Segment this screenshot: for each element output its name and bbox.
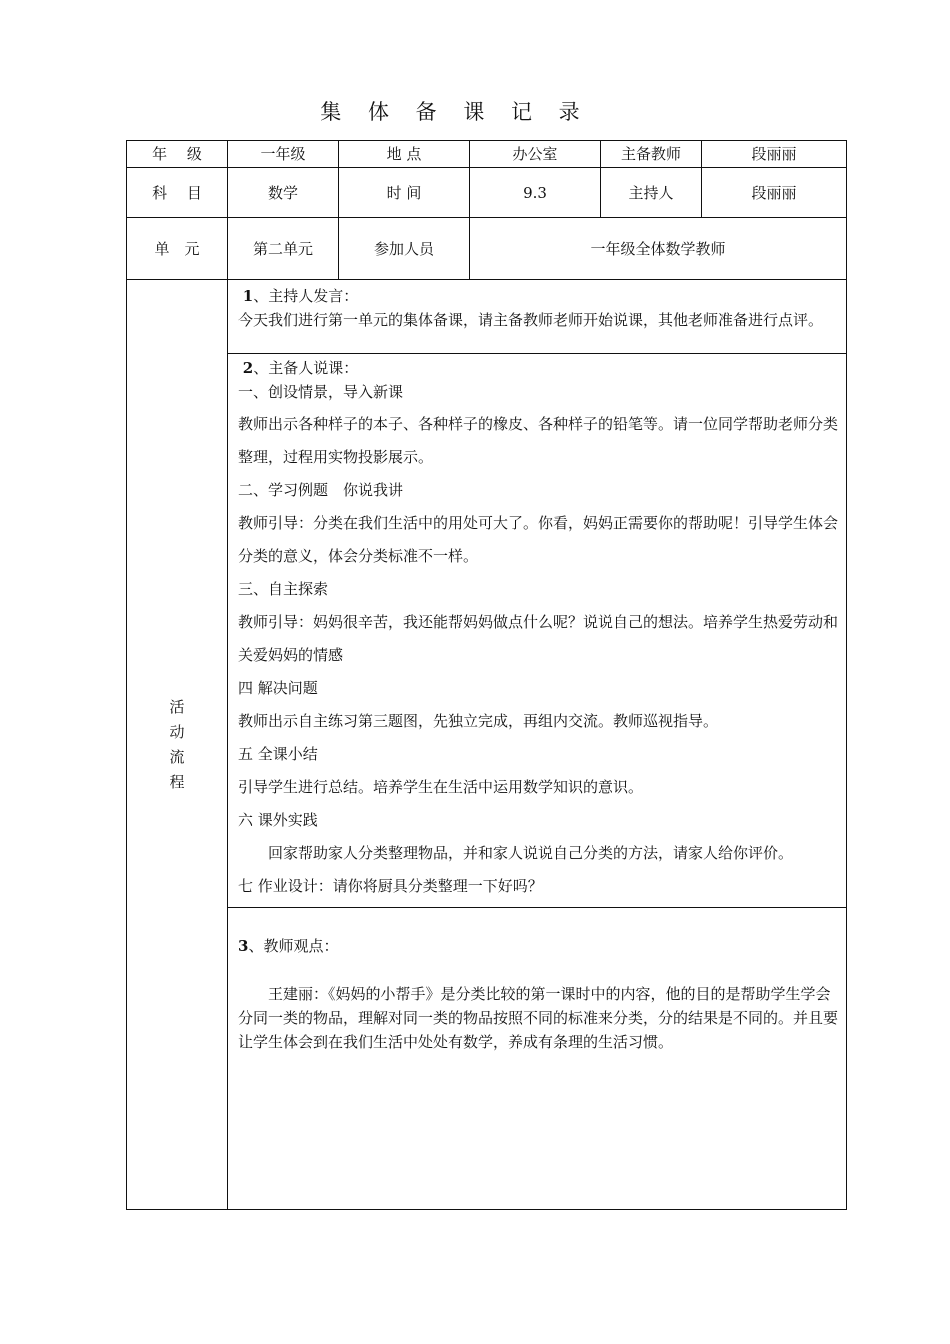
subject-value: 数学 — [228, 168, 339, 218]
lead-teacher-value: 段丽丽 — [702, 141, 847, 168]
activity-flow-label — [127, 280, 228, 1210]
unit-label: 单 元 — [127, 218, 228, 280]
step-text: 教师出示自主练习第三题图，先独立完成，再组内交流。教师巡视指导。 — [238, 712, 719, 730]
host-speech-cell — [228, 280, 847, 354]
step-text: 教师引导：妈妈很辛苦，我还能帮妈妈做点什么呢？说说自己的想法。培养学生热爱劳动和关爱妈妈的情感 — [238, 613, 839, 664]
participants-label: 参加人员 — [339, 218, 470, 280]
step-heading: 七 作业设计：请你将厨具分类整理一下好吗？ — [238, 877, 543, 895]
section-3-heading — [238, 934, 838, 958]
activity-label-char: 活 — [169, 697, 185, 716]
section-3-row — [127, 908, 847, 1210]
section-3-number: 3 — [238, 937, 249, 955]
step-heading: 三、自主探索 — [238, 580, 329, 598]
activity-label-char: 动 — [169, 722, 185, 741]
step-heading: 一、创设情景，导入新课 — [238, 383, 404, 401]
section-2-row — [127, 354, 847, 908]
host-value: 段丽丽 — [702, 168, 847, 218]
section-1-number: 1 — [242, 287, 254, 305]
place-label: 地 点 — [339, 141, 470, 168]
teacher-views-cell — [228, 908, 847, 1210]
section-1-heading — [238, 284, 838, 308]
place-value: 办公室 — [470, 141, 601, 168]
step-text: 回家帮助家人分类整理物品，并和家人说说自己分类的方法，请家人给你评价。 — [268, 844, 794, 862]
section-3-heading-text: 、教师观点： — [248, 937, 339, 955]
header-row-grade — [127, 141, 847, 168]
time-label: 时 间 — [339, 168, 470, 218]
step-text: 引导学生进行总结。培养学生在生活中运用数学知识的意识。 — [238, 778, 644, 796]
activity-label-char: 程 — [169, 772, 185, 791]
subject-label: 科 目 — [127, 168, 228, 218]
header-row-unit — [127, 218, 847, 280]
activity-label-char: 流 — [169, 747, 185, 766]
step-text: 教师引导：分类在我们生活中的用处可大了。你看，妈妈正需要你的帮助呢！引导学生体会分类的意义，体会分类标准不一样。 — [238, 514, 839, 565]
section-1-text: 今天我们进行第一单元的集体备课，请主备教师老师开始说课，其他老师准备进行点评。 — [238, 311, 824, 329]
section-3-text: 王建丽：《妈妈的小帮手》是分类比较的第一课时中的内容，他的目的是帮助学生学会分同一类的物品，理解对同一类的物品按照不同的标准来分类，分的结果是不同的。并且要让学生体会到在我们生活中处处有数学，养成有条理的生活习惯。 — [238, 985, 839, 1051]
step-heading: 四 解决问题 — [238, 679, 318, 697]
lead-presentation-cell — [228, 354, 847, 908]
page-title: 集 体 备 课 记 录 — [320, 100, 590, 124]
time-value: 9.3 — [470, 168, 601, 218]
step-text: 教师出示各种样子的本子、各种样子的橡皮、各种样子的铅笔等。请一位同学帮助老师分类整理，过程用实物投影展示。 — [238, 415, 839, 466]
header-row-subject — [127, 168, 847, 218]
lesson-record-table — [126, 140, 847, 1210]
section-1-heading-text: 、主持人发言： — [253, 287, 359, 305]
section-2-number: 2 — [242, 359, 254, 377]
step-heading: 二、学习例题 你说我讲 — [238, 481, 404, 499]
section-1-row — [127, 280, 847, 354]
host-label: 主持人 — [601, 168, 702, 218]
grade-value: 一年级 — [228, 141, 339, 168]
section-2-heading-text: 、主备人说课： — [253, 359, 359, 377]
lead-teacher-label: 主备教师 — [601, 141, 702, 168]
step-heading: 六 课外实践 — [238, 811, 318, 829]
grade-label: 年 级 — [127, 141, 228, 168]
participants-value: 一年级全体数学教师 — [470, 218, 847, 280]
unit-value: 第二单元 — [228, 218, 339, 280]
section-2-heading — [238, 356, 838, 380]
step-heading: 五 全课小结 — [238, 745, 318, 763]
